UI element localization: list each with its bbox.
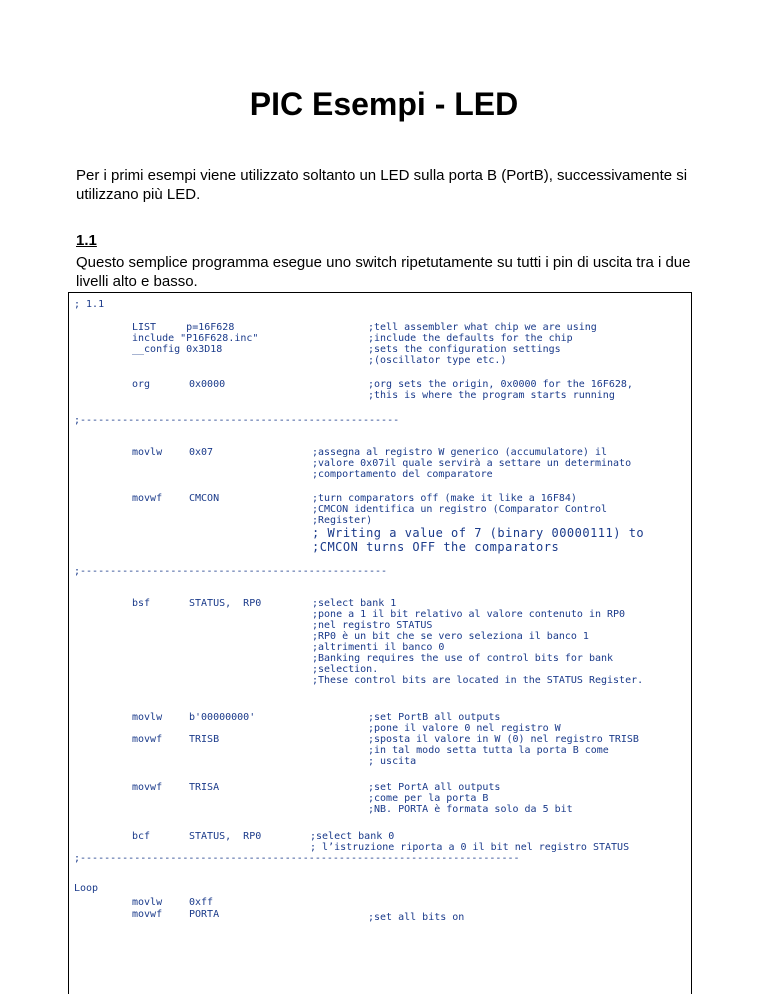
code-arg: b'00000000' xyxy=(189,712,256,723)
code-comment: ;set all bits on xyxy=(368,912,465,923)
code-op: movwf xyxy=(132,493,163,504)
code-comment: ;nel registro STATUS xyxy=(312,620,433,631)
code-line: __config 0x3D18 xyxy=(132,344,223,355)
code-op: bcf xyxy=(132,831,151,842)
code-comment: ;turn comparators off (make it like a 16F84) xyxy=(312,493,577,504)
code-arg: STATUS, RP0 xyxy=(189,831,262,842)
code-op: movlw xyxy=(132,712,163,723)
code-comment: ;NB. PORTA è formata solo da 5 bit xyxy=(368,804,573,815)
code-comment: ;RP0 è un bit che se vero seleziona il banco 1 xyxy=(312,631,589,642)
code-comment: ;pone il valore 0 nel registro W xyxy=(368,723,561,734)
code-header: ; 1.1 xyxy=(74,299,105,310)
code-comment: ; uscita xyxy=(368,756,417,767)
code-arg: TRISB xyxy=(189,734,220,745)
code-comment: ;include the defaults for the chip xyxy=(368,333,573,344)
code-line: include "P16F628.inc" xyxy=(132,333,259,344)
code-comment: ;org sets the origin, 0x0000 for the 16F628, xyxy=(368,379,633,390)
code-op: movlw xyxy=(132,447,163,458)
code-op: movwf xyxy=(132,734,163,745)
code-comment: ;select bank 1 xyxy=(312,598,397,609)
code-comment: ;These control bits are located in the STATUS Register. xyxy=(312,675,644,686)
code-comment: ;sposta il valore in W (0) nel registro TRISB xyxy=(368,734,639,745)
code-separator: ;--------------------------------------------------- xyxy=(74,566,388,577)
code-separator: ;------------------------------------------------------------------------- xyxy=(74,853,520,864)
code-comment: ;sets the configuration settings xyxy=(368,344,561,355)
code-comment: ;tell assembler what chip we are using xyxy=(368,322,597,333)
code-comment: ;(oscillator type etc.) xyxy=(368,355,507,366)
code-op: bsf xyxy=(132,598,151,609)
code-comment: ;select bank 0 xyxy=(310,831,395,842)
code-listing xyxy=(68,292,692,994)
intro-paragraph: Per i primi esempi viene utilizzato soltanto un LED sulla porta B (PortB), successivamente si utilizzano più LED. xyxy=(76,167,688,203)
code-comment: ;assegna al registro W generico (accumulatore) il xyxy=(312,447,608,458)
code-op: movlw xyxy=(132,897,163,908)
code-arg: PORTA xyxy=(189,909,220,920)
code-comment: ;set PortB all outputs xyxy=(368,712,501,723)
page-title: PIC Esempi - LED xyxy=(249,86,519,122)
code-comment: ;Banking requires the use of control bits for bank xyxy=(312,653,614,664)
code-op: movwf xyxy=(132,782,163,793)
code-label: Loop xyxy=(74,883,99,894)
code-arg: 0xff xyxy=(189,897,214,908)
code-comment: ;pone a 1 il bit relativo al valore contenuto in RP0 xyxy=(312,609,626,620)
code-op: movwf xyxy=(132,909,163,920)
section-heading: 1.1 xyxy=(76,232,97,249)
code-comment: ; l’istruzione riporta a 0 il bit nel registro STATUS xyxy=(310,842,630,853)
code-comment: ;in tal modo setta tutta la porta B come xyxy=(368,745,609,756)
code-comment: ;selection. xyxy=(312,664,379,675)
description-paragraph: Questo semplice programma esegue uno switch ripetutamente su tutti i pin di uscita tra i due livelli alto e basso. xyxy=(76,254,691,290)
code-comment: ;CMCON turns OFF the comparators xyxy=(312,540,560,554)
code-comment: ;set PortA all outputs xyxy=(368,782,501,793)
code-separator: ;----------------------------------------------------- xyxy=(74,415,400,426)
code-comment: ;Register) xyxy=(312,515,373,526)
code-arg: STATUS, RP0 xyxy=(189,598,262,609)
code-arg: CMCON xyxy=(189,493,220,504)
code-line: LIST p=16F628 xyxy=(132,322,235,333)
code-arg: 0x0000 xyxy=(189,379,226,390)
code-op: org xyxy=(132,379,151,390)
code-comment: ;this is where the program starts running xyxy=(368,390,615,401)
code-comment: ;CMCON identifica un registro (Comparator Control xyxy=(312,504,608,515)
code-comment: ; Writing a value of 7 (binary 00000111) to xyxy=(312,526,645,540)
code-comment: ;valore 0x07il quale servirà a settare un determinato xyxy=(312,458,632,469)
code-comment: ;come per la porta B xyxy=(368,793,489,804)
code-comment: ;comportamento del comparatore xyxy=(312,469,493,480)
code-comment: ;altrimenti il banco 0 xyxy=(312,642,445,653)
code-arg: TRISA xyxy=(189,782,220,793)
code-arg: 0x07 xyxy=(189,447,214,458)
